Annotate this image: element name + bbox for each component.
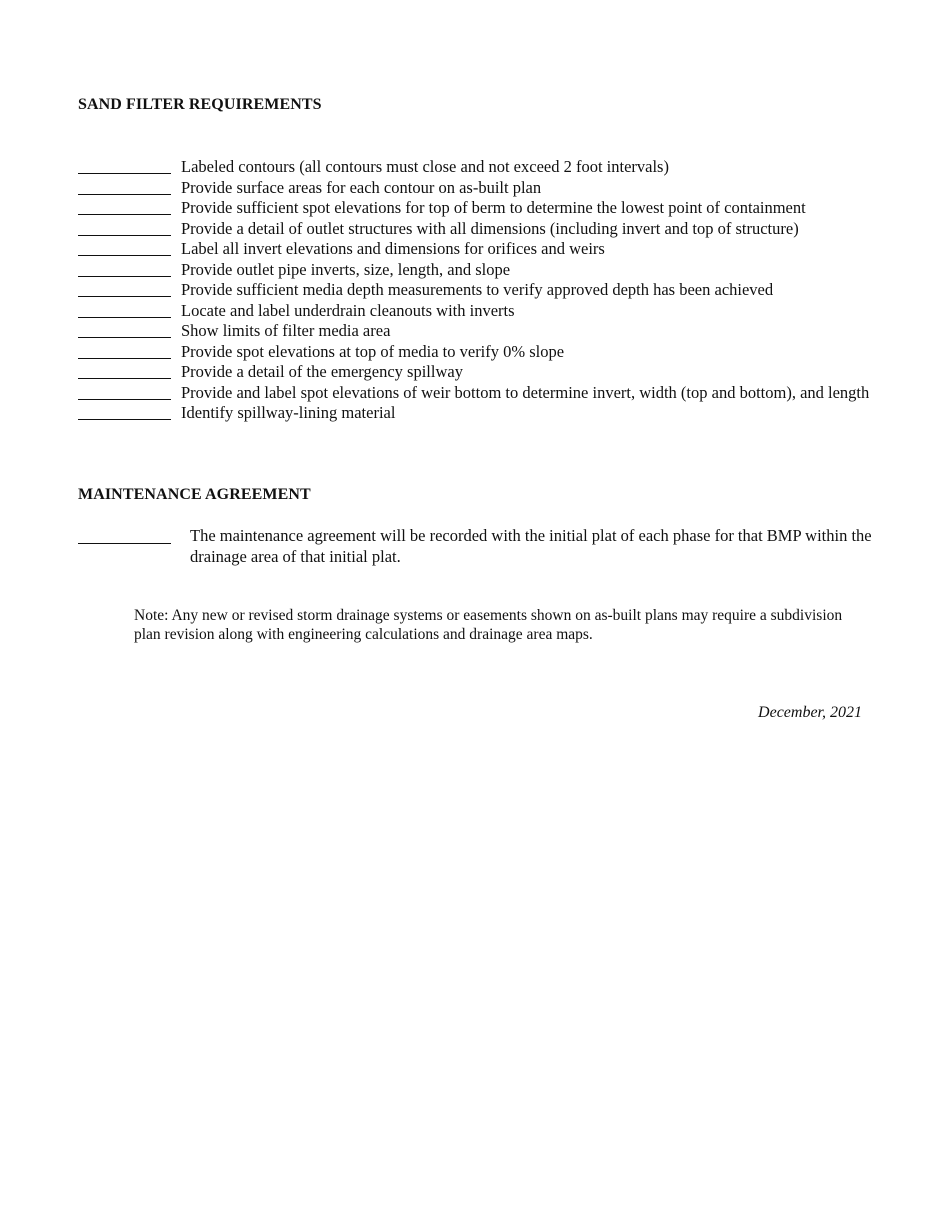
checklist-item-text: Provide surface areas for each contour on as-built plan [181,177,542,197]
sand-filter-heading: SAND FILTER REQUIREMENTS [78,96,322,113]
checkoff-blank-line [78,321,171,338]
checklist-item-text: Provide sufficient media depth measurements to verify approved depth has been achieved [181,280,774,299]
checklist-item [78,219,898,240]
maintenance-agreement-heading: MAINTENANCE AGREEMENT [78,486,311,503]
checklist-item-text: Provide a detail of the emergency spillway [181,362,463,381]
checkoff-blank-line [78,178,171,195]
checkoff-blank-line [78,219,171,236]
checklist-item [78,239,898,260]
checklist-item [78,362,898,383]
checklist-item [78,321,898,342]
checklist-item [78,198,898,219]
checklist-item [78,301,898,322]
checklist-item [78,280,898,301]
checkoff-blank-line [78,403,171,420]
checklist-item-text: Show limits of filter media area [181,321,391,340]
checkoff-blank-line [78,260,171,277]
checklist-item-text: Provide spot elevations at top of media to verify 0% slope [181,341,565,361]
document-date: December, 2021 [758,704,862,721]
checklist-item-text: Provide sufficient spot elevations for top of berm to determine the lowest point of containment [181,198,806,217]
checkoff-blank-line [78,301,171,318]
checkoff-blank-line [78,280,171,297]
checklist-item [78,383,898,404]
checkoff-blank-line [78,157,171,174]
checklist-item [78,157,898,178]
checklist-item-text: Provide and label spot elevations of weir bottom to determine invert, width (top and bottom), and length [181,382,870,402]
checklist-item [78,403,898,424]
checklist-item-text: Label all invert elevations and dimensions for orifices and weirs [181,239,605,258]
checklist-item-text: Labeled contours (all contours must close and not exceed 2 foot intervals) [181,157,669,176]
checklist-item [78,260,898,281]
note-paragraph: Note: Any new or revised storm drainage systems or easements shown on as-built plans may require a subdivision plan revision along with engineering calculations and drainage area maps. [134,607,843,643]
checklist-item [78,178,898,199]
checklist-item-text: Provide outlet pipe inverts, size, length, and slope [181,259,511,279]
checkoff-blank-line [78,362,171,379]
checkoff-blank-line [78,342,171,359]
maintenance-agreement-item [78,525,893,567]
checkoff-blank-line [78,239,171,256]
maintenance-agreement-text: The maintenance agreement will be recorded with the initial plat of each phase for that BMP within the drainage area of that initial plat. [190,526,872,566]
checkoff-blank-line [78,198,171,215]
checklist-item-text: Provide a detail of outlet structures with all dimensions (including invert and top of structure) [181,218,799,238]
checkoff-blank-line [78,525,171,544]
sand-filter-checklist [78,157,898,424]
checklist-item-text: Locate and label underdrain cleanouts with inverts [181,300,515,320]
checklist-item [78,342,898,363]
checkoff-blank-line [78,383,171,400]
checklist-item-text: Identify spillway-lining material [181,403,396,422]
